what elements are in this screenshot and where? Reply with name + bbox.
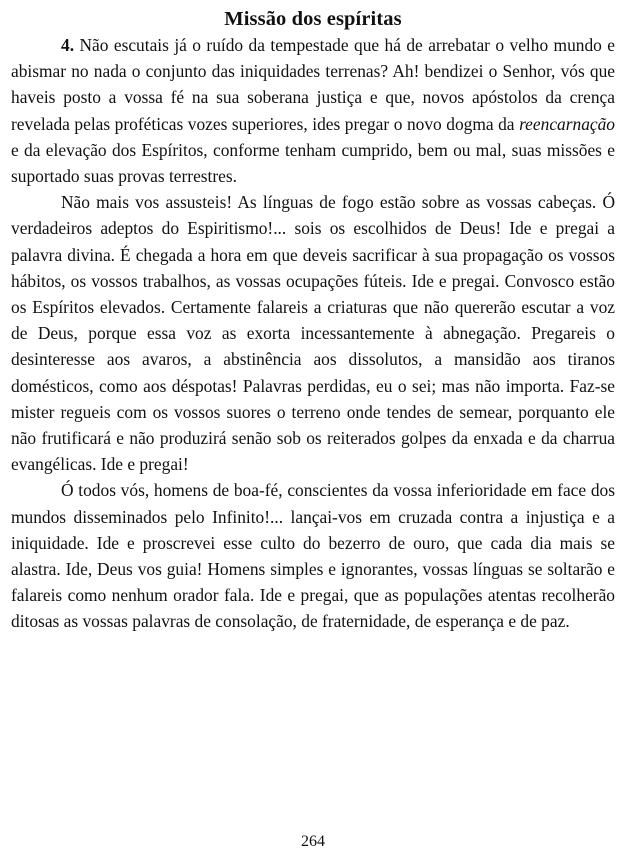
paragraph-text: Não escutais já o ruído da tempestade que há de arrebatar o velho mundo e abismar no nada o conjunto das iniquidades terrenas? Ah! bendizei o Senhor, vós que haveis posto a vossa fé na sua soberana justiça e que, novos apóstolos da crença revelada pelas proféticas vozes superiores, ides pregar o novo dogma da: [11, 35, 615, 134]
paragraph-3: Ó todos vós, homens de boa-fé, conscientes da vossa inferioridade em face dos mundos disseminados pelo Infinito!... lançai-vos em cruzada contra a injustiça e a iniquidade. Ide e proscrevei esse culto do bezerro de ouro, que cada dia mais se alastra. Ide, Deus vos guia! Homens simples e ignorantes, vossas línguas se soltarão e falareis como nenhum orador fala. Ide e pregai, que as populações atentas recolherão ditosas as vossas palavras de consolação, de fraternidade, de esperança e de paz.: [11, 480, 615, 632]
italic-term: reencarnação: [519, 113, 615, 134]
page-title: Missão dos espíritas: [224, 8, 402, 30]
paragraph-2: Não mais vos assusteis! As línguas de fogo estão sobre as vossas cabeças. Ó verdadeiros adeptos do Espiritismo!... sois os escolhidos de Deus! Ide e pregai a palavra divina. É chegada a hora em que deveis sacrificar à sua propagação os vossos hábitos, os vossos trabalhos, as vossas ocupações fúteis. Ide e pregai. Convosco estão os Espíritos elevados. Certamente falareis a criaturas que não quererão escutar a voz de Deus, porque essa voz as exorta incessantemente à abnegação. Pregareis o desinteresse aos avaros, a abstinência aos dissolutos, a mansidão aos tiranos domésticos, como aos déspotas! Palavras perdidas, eu o sei; mas não importa. Faz-se mister regueis com os vossos suores o terreno onde tendes de semear, porquanto ele não frutificará e não produzirá senão sob os reiterados golpes da enxada e da charrua evangélicas. Ide e pregai!: [11, 192, 615, 475]
paragraph-4: [11, 32, 615, 189]
paragraph-text: e da elevação dos Espíritos, conforme tenham cumprido, bem ou mal, suas missões e suportado suas provas terrestres.: [11, 139, 615, 187]
paragraph-number: 4.: [61, 35, 75, 55]
book-page: [11, 0, 615, 863]
page-number: 264: [301, 833, 325, 850]
